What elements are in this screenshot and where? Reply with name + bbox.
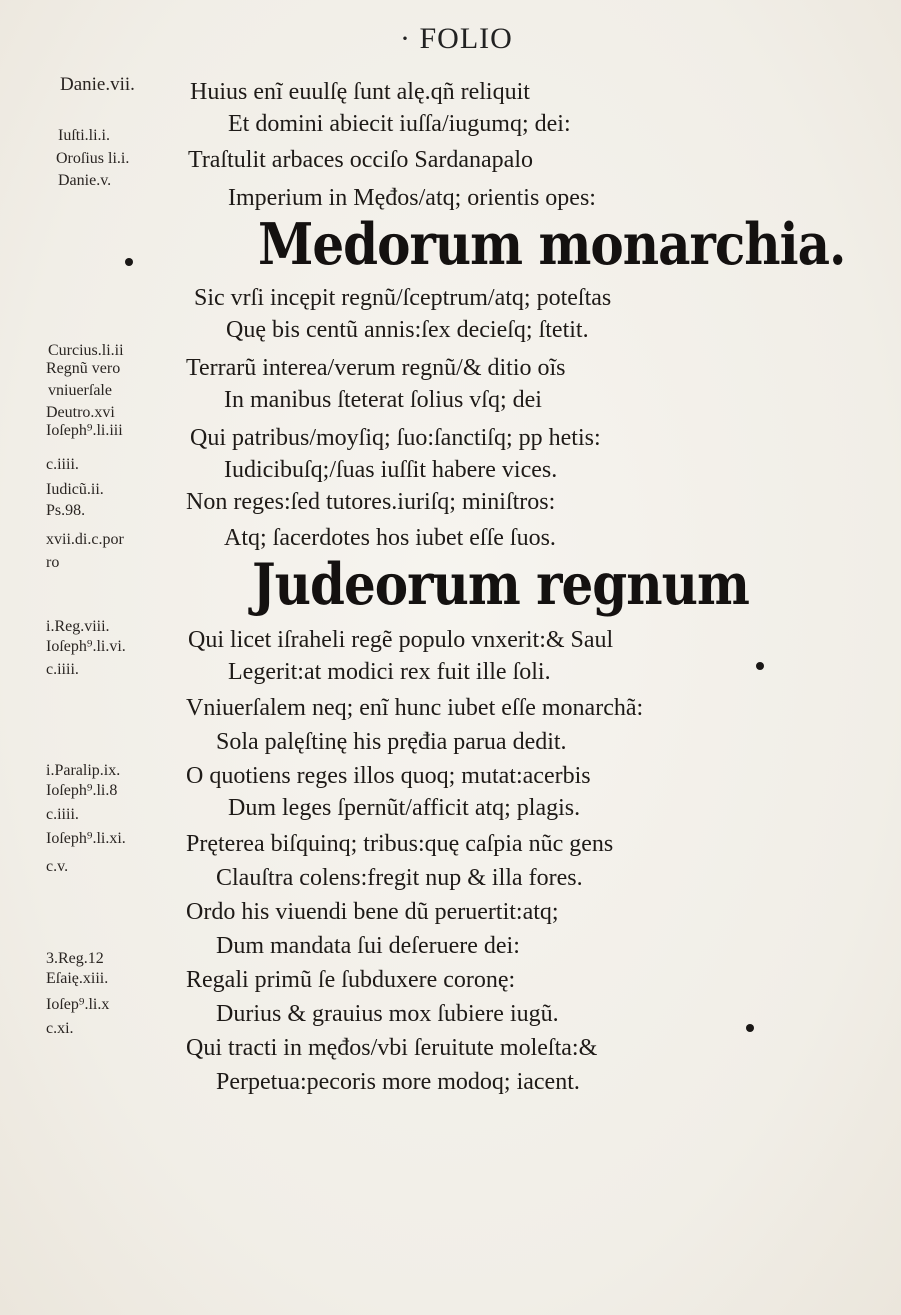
verse-line: Ordo his viuendi bene dũ peruertit:atq; xyxy=(186,899,559,925)
verse-line: Traſtulit arbaces occiſo Sardanapalo xyxy=(188,147,533,173)
margin-note: Danie.vii. xyxy=(60,74,135,95)
margin-note: 3.Reg.12 xyxy=(46,950,104,967)
verse-line: Quę bis centũ annis:ſex decieſq; ſtetit. xyxy=(226,317,589,343)
verse-line: Qui patribus/moyſiq; ſuo:ſanctiſq; pp hetis: xyxy=(190,425,601,451)
margin-note: Ioſep⁹.li.x xyxy=(46,996,110,1013)
verse-line: Pręterea biſquinq; tribus:quę caſpia nũc gens xyxy=(186,831,614,857)
verse-line: Clauſtra colens:fregit nup & illa fores. xyxy=(216,865,583,891)
verse-line: O quotiens reges illos quoq; mutat:acerbis xyxy=(186,763,591,789)
verse-line: Perpetua:pecoris more modoq; iacent. xyxy=(216,1069,580,1095)
margin-note: ro xyxy=(46,554,60,571)
margin-note: c.iiii. xyxy=(46,456,79,473)
verse-line: Sola palęſtinę his pręđia parua dedit. xyxy=(216,729,567,755)
margin-note: c.xi. xyxy=(46,1020,74,1037)
bullet-mark xyxy=(746,1024,754,1032)
verse-line: Atq; ſacerdotes hos iubet eſſe ſuos. xyxy=(224,525,556,551)
section-heading: Judeorum regnum xyxy=(252,549,749,618)
verse-line: Dum leges ſpernũt/afficit atq; plagis. xyxy=(228,795,581,821)
margin-note: Ioſeph⁹.li.8 xyxy=(46,782,118,799)
verse-line: Imperium in Męđos/atq; orientis opes: xyxy=(228,185,596,211)
margin-note: Curcius.li.ii xyxy=(48,342,124,359)
margin-note: Danie.v. xyxy=(58,172,112,189)
margin-note: Ioſeph⁹.li.vi. xyxy=(46,638,126,655)
margin-note: c.iiii. xyxy=(46,806,79,823)
margin-note: Ioſeph⁹.li.iii xyxy=(46,422,123,439)
margin-note: xvii.di.c.por xyxy=(46,531,124,548)
margin-note: Regnũ vero xyxy=(46,360,121,377)
margin-note: i.Reg.viii. xyxy=(46,618,110,635)
margin-note: c.iiii. xyxy=(46,661,79,678)
verse-line: Durius & grauius mox ſubiere iugũ. xyxy=(216,1001,559,1027)
folio-header: · FOLIO xyxy=(400,22,513,55)
verse-line: Huius enĩ euulſę ſunt alę.qñ reliquit xyxy=(190,79,530,105)
verse-line: Qui licet iſraheli regẽ populo vnxerit:& Saul xyxy=(188,627,614,653)
verse-line: Sic vrſi incępit regnũ/ſceptrum/atq; poteſtas xyxy=(194,285,612,311)
bullet-mark xyxy=(756,662,764,670)
margin-note: Iudicũ.ii. xyxy=(46,481,104,498)
verse-line: Iudicibuſq;/ſuas iuſſit habere vices. xyxy=(224,457,558,483)
margin-note: Iuſti.li.i. xyxy=(58,127,110,144)
verse-line: Qui tracti in męđos/vbi ſeruitute moleſta:& xyxy=(186,1035,598,1061)
margin-note: Eſaię.xiii. xyxy=(46,970,109,987)
margin-note: vniuerſale xyxy=(48,382,112,399)
verse-line: Terrarũ interea/verum regnũ/& ditio oĩs xyxy=(186,355,566,381)
margin-note: Ps.98. xyxy=(46,502,86,519)
margin-note: Deutro.xvi xyxy=(46,404,115,421)
verse-line: Non reges:ſed tutores.iuriſq; miniſtros: xyxy=(186,489,556,515)
verse-line: Dum mandata ſui deſeruere dei: xyxy=(216,933,520,959)
bullet-mark xyxy=(125,258,133,266)
section-heading: Medorum monarchia. xyxy=(258,209,846,278)
verse-line: Regali primũ ſe ſubduxere coronę: xyxy=(186,967,516,993)
margin-note: Oroſius li.i. xyxy=(56,150,130,167)
margin-note: i.Paralip.ix. xyxy=(46,762,121,779)
verse-line: In manibus ſteterat ſolius vſq; dei xyxy=(224,387,542,413)
margin-note: c.v. xyxy=(46,858,69,875)
verse-line: Vniuerſalem neq; enĩ hunc iubet eſſe monarchã: xyxy=(186,695,644,721)
margin-note: Ioſeph⁹.li.xi. xyxy=(46,830,126,847)
verse-line: Et domini abiecit iuſſa/iugumq; dei: xyxy=(228,111,571,137)
verse-line: Legerit:at modici rex fuit ille ſoli. xyxy=(228,659,551,685)
